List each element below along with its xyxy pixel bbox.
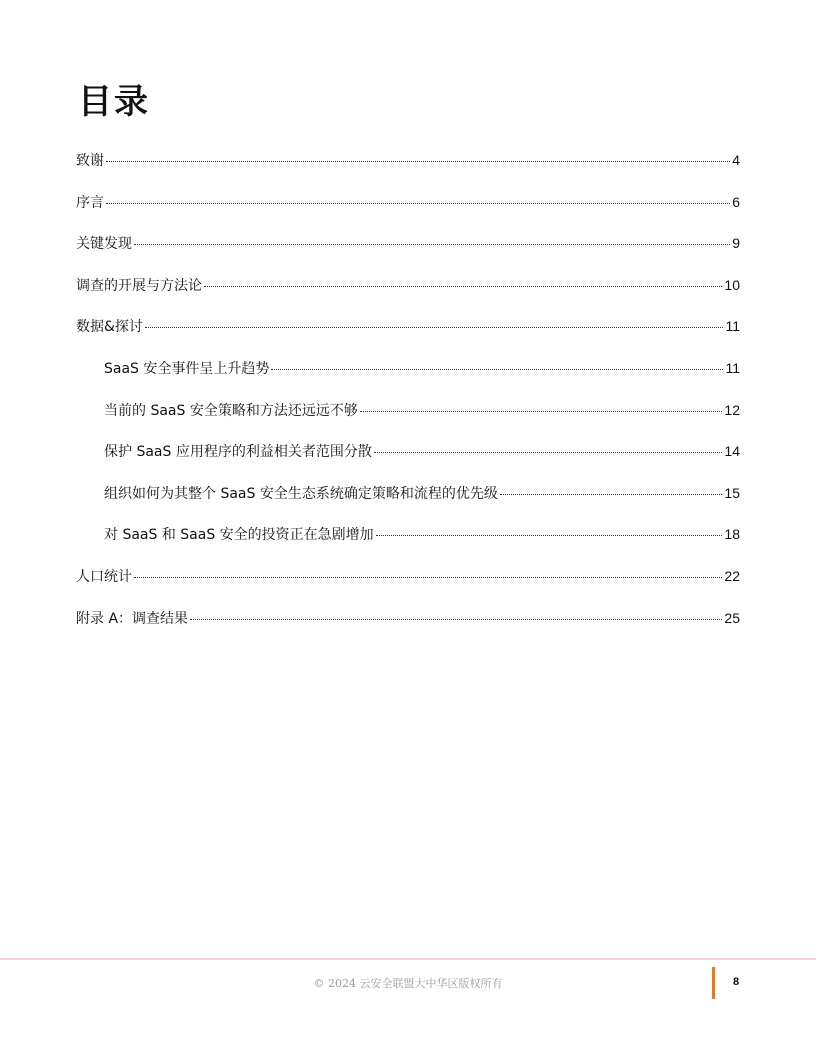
toc-entry-label: 调查的开展与方法论 (76, 277, 202, 294)
toc-entry-page: 4 (732, 152, 740, 168)
toc-entry-label: 序言 (76, 194, 104, 211)
toc-entry-label: 关键发现 (76, 236, 132, 253)
toc-entry-label: 人口统计 (76, 568, 132, 585)
footer-divider (0, 958, 816, 960)
toc-entry-page: 6 (732, 193, 740, 210)
toc-entry-page: 9 (732, 235, 740, 252)
toc-subentry[interactable] (76, 524, 740, 566)
footer-page-number: 8 (733, 976, 740, 988)
toc-leader-dots (106, 203, 730, 204)
toc-entry-page: 11 (725, 359, 740, 376)
toc-entry-page: 25 (724, 609, 740, 626)
footer-copyright: © 2024 云安全联盟大中华区版权所有 (313, 977, 503, 990)
toc-leader-dots (500, 494, 723, 495)
toc-entry[interactable] (76, 233, 740, 275)
toc-entry-label: 数据&探讨 (76, 319, 143, 336)
toc-entry-page: 22 (724, 567, 740, 584)
toc-entry-page: 15 (724, 484, 740, 501)
toc-leader-dots (271, 369, 723, 370)
toc-entry-page: 14 (724, 443, 740, 460)
toc-entry-label: SaaS 安全事件呈上升趋势 (104, 360, 270, 377)
toc-leader-dots (376, 535, 723, 536)
toc-entry[interactable] (76, 275, 740, 317)
toc-entry[interactable] (76, 566, 740, 608)
toc-leader-dots (190, 619, 722, 620)
toc-leader-dots (360, 411, 723, 412)
toc-leader-dots (145, 327, 724, 328)
toc-entry-page: 18 (724, 526, 740, 543)
toc-leader-dots (106, 161, 730, 162)
toc-subentry[interactable] (76, 441, 740, 483)
toc-leader-dots (374, 452, 723, 453)
toc-subentry[interactable] (76, 483, 740, 525)
toc-entry-page: 10 (724, 276, 740, 293)
toc-subentry[interactable] (76, 358, 740, 400)
toc-entry-label: 当前的 SaaS 安全策略和方法还远远不够 (104, 402, 358, 419)
toc-leader-dots (204, 286, 722, 287)
toc-entry-label: 附录 A：调查结果 (76, 610, 189, 627)
toc-entry-label: 致谢 (76, 153, 104, 169)
toc-entry[interactable] (76, 150, 740, 192)
toc-entry-label: 保护 SaaS 应用程序的利益相关者范围分散 (104, 444, 372, 461)
page-title: 目录 (78, 82, 150, 122)
toc-entry-page: 12 (724, 401, 740, 418)
toc-leader-dots (134, 244, 730, 245)
toc-entry[interactable] (76, 192, 740, 234)
toc-entry[interactable] (76, 316, 740, 358)
toc-entry-label: 对 SaaS 和 SaaS 安全的投资正在急剧增加 (104, 527, 374, 544)
toc-leader-dots (134, 577, 722, 578)
footer-accent-bar (712, 967, 715, 999)
toc-entry-page: 11 (725, 318, 740, 335)
toc-entry-label: 组织如何为其整个 SaaS 安全生态系统确定策略和流程的优先级 (104, 485, 498, 502)
toc-entry[interactable] (76, 608, 740, 650)
table-of-contents (76, 150, 740, 649)
toc-subentry[interactable] (76, 400, 740, 442)
